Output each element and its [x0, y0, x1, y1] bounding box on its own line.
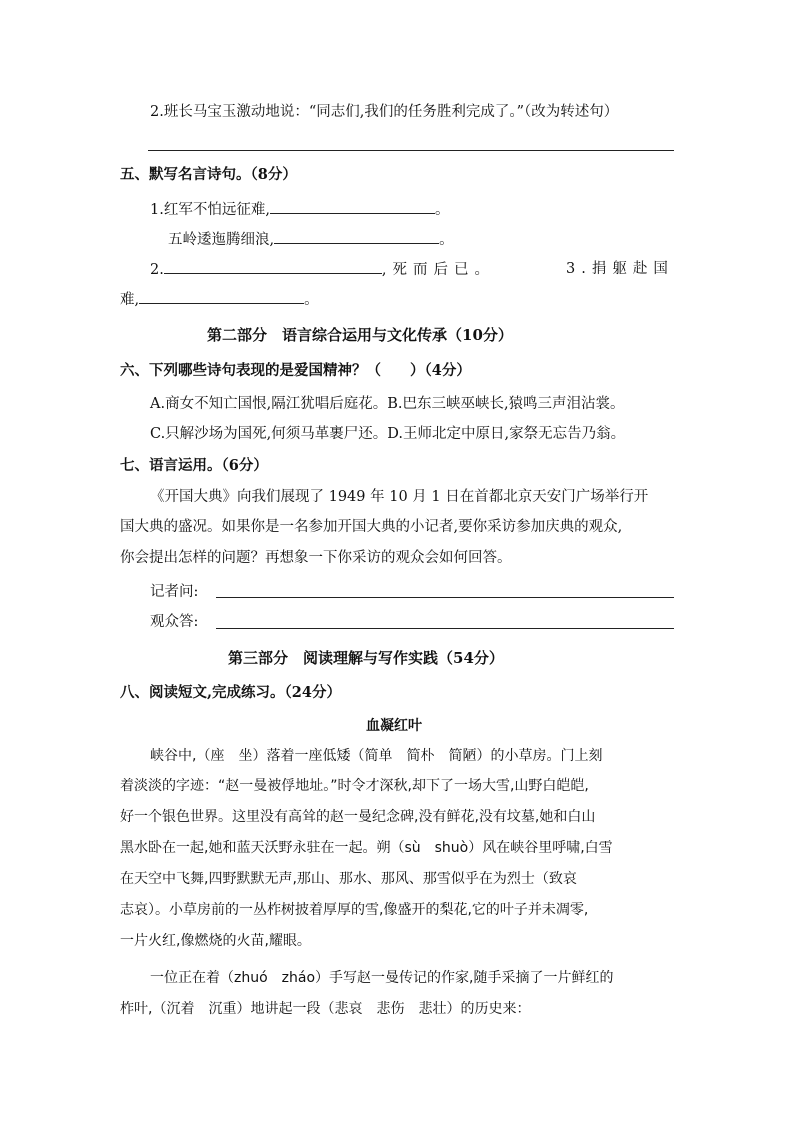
passage-line: 黑水卧在一起,她和蓝天沃野永驻在一起。朔（sù shuò）风在峡谷里呼啸,白雪: [120, 840, 613, 856]
poem-line-2: [168, 229, 454, 250]
section7-paragraph-2: 国大典的盛况。如果你是一名参加开国大典的小记者,要你采访参加庆典的观众,: [120, 519, 623, 535]
poem-blank-2[interactable]: [274, 229, 439, 244]
passage-line: 一片火红,像燃烧的火苗,耀眼。: [120, 933, 311, 949]
passage-title: 血凝红叶: [366, 718, 422, 734]
answer-line[interactable]: [148, 150, 674, 151]
part3-title: 第三部分 阅读理解与写作实践（54分）: [228, 649, 504, 667]
passage-line: 柞叶,（沉着 沉重）地讲起一段（悲哀 悲伤 悲壮）的历史来：: [120, 1001, 531, 1017]
option-line-cd: C.只解沙场为国死,何须马革裹尸还。D.王师北定中原日,家祭无忘告乃翁。: [150, 426, 626, 442]
audience-answer-line[interactable]: [216, 628, 674, 629]
poem-blank-3[interactable]: [164, 259, 382, 274]
section6-title: 六、下列哪些诗句表现的是爱国精神？（ ）（4分）: [120, 362, 471, 379]
passage-line: 着淡淡的字迹：“赵一曼被俘地址。”时令才深秋,却下了一场大雪,山野白皑皑,: [120, 778, 589, 794]
section8-title: 八、阅读短文,完成练习。（24分）: [120, 684, 341, 701]
section7-paragraph-3: 你会提出怎样的问题？再想象一下你采访的观众会如何回答。: [120, 550, 512, 566]
poem-line-2-text: 五岭逶迤腾细浪,: [168, 232, 275, 248]
poem-line-4-end: 。: [304, 292, 319, 308]
passage-line: 在天空中飞舞,四野默默无声,那山、那水、那风、那雪似乎在为烈士（致哀: [120, 871, 577, 887]
poem-line-1-text: 1.红军不怕远征难,: [150, 202, 270, 218]
passage-line: 好一个银色世界。这里没有高耸的赵一曼纪念碑,没有鲜花,没有坟墓,她和白山: [120, 809, 596, 825]
poem-line-4: [120, 289, 319, 310]
poem-line-1-end: 。: [434, 202, 450, 218]
section7-paragraph-1: 《开国大典》向我们展现了 1949 年 10 月 1 日在首都北京天安门广场举行开: [150, 489, 649, 505]
passage-line: 志哀）。小草房前的一丛柞树披着厚厚的雪,像盛开的梨花,它的叶子并未凋零,: [120, 902, 589, 918]
reporter-answer-line[interactable]: [216, 597, 674, 598]
question-rewrite-text: 2.班长马宝玉激动地说：“同志们,我们的任务胜利完成了。”（改为转述句）: [150, 104, 619, 120]
poem-line-2-end: 。: [439, 232, 454, 248]
reporter-label: 记者问:: [150, 584, 199, 600]
option-line-ab: A.商女不知亡国恨,隔江犹唱后庭花。B.巴东三峡巫峡长,猿鸣三声泪沾裳。: [150, 396, 625, 412]
poem-blank-1[interactable]: [270, 199, 435, 214]
passage-line: 峡谷中,（座 坐）落着一座低矮（简单 简朴 简陋）的小草房。门上刻: [150, 748, 603, 764]
poem-line-1: [150, 199, 449, 220]
passage-line: 一位正在着（zhuó zháo）手写赵一曼传记的作家,随手采摘了一片鲜红的: [150, 970, 614, 986]
poem-line-3: [150, 259, 495, 280]
section7-title: 七、语言运用。（6分）: [120, 457, 268, 474]
poem-line-3-text: ,死而后已。: [381, 262, 495, 278]
section5-title: 五、默写名言诗句。（8分）: [120, 166, 297, 183]
poem-line-3-num: 2.: [150, 262, 164, 278]
audience-label: 观众答:: [150, 614, 199, 630]
part2-title: 第二部分 语言综合运用与文化传承（10分）: [207, 326, 513, 344]
poem-blank-4[interactable]: [139, 289, 304, 304]
poem-line-4-text: 难,: [120, 292, 140, 308]
poem-line-3-second: 3.捐躯赴国: [566, 261, 674, 277]
